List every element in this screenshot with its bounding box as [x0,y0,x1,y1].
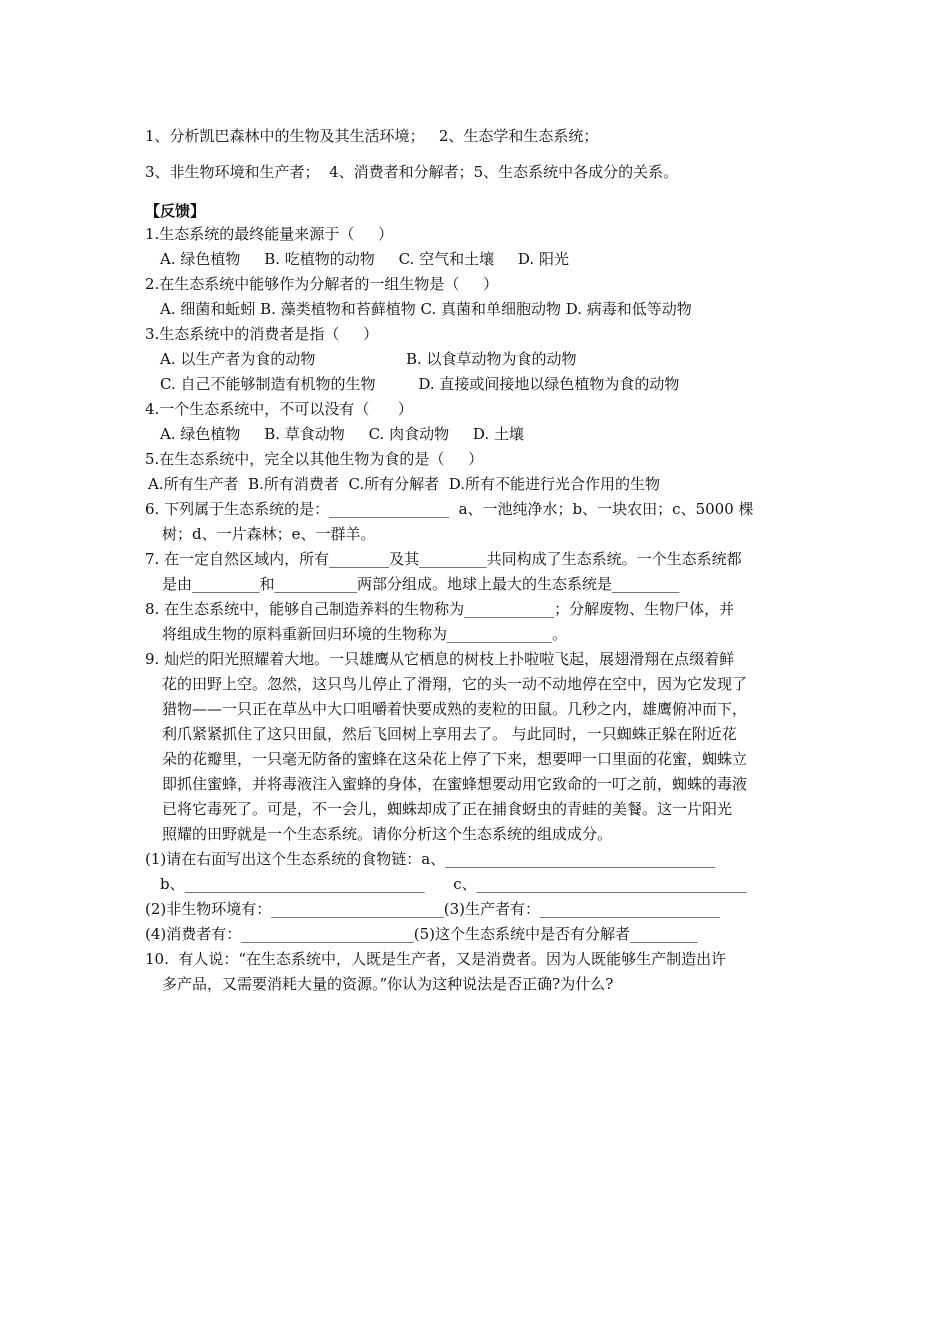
question-4-options: A. 绿色植物 B. 草食动物 C. 肉食动物 D. 土壤 [160,425,524,443]
question-9-passage-line: 9. 灿烂的阳光照耀着大地。一只雄鹰从它栖息的树枝上扑啦啦飞起，展翅滑翔在点缀着鲜 [145,650,735,668]
question-9-passage-line: 已将它毒死了。可是，不一会儿，蜘蛛却成了正在捕食蚜虫的青蛙的美餐。这一片阳光 [162,800,733,818]
question-9-passage-line: 花的田野上空。忽然，这只鸟儿停止了滑翔，它的头一动不动地停在空中，因为它发现了 [162,675,748,693]
question-9-sub-1b: b、________________________________ c、____________________________________ [160,875,747,893]
question-8-line-2: 将组成生物的原料重新回归环境的生物称为______________。 [162,625,568,643]
question-2-options: A. 细菌和蚯蚓 B. 藻类植物和苔藓植物 C. 真菌和单细胞动物 D. 病毒和低等动物 [160,300,692,318]
question-8-line-1: 8. 在生态系统中，能够自己制造养料的生物称为____________；分解废物、生物尸体，并 [145,600,735,618]
question-2-stem: 2.在生态系统中能够作为分解者的一组生物是（ ） [145,275,499,293]
question-3-options-1: A. 以生产者为食的动物 B. 以食草动物为食的动物 [160,350,577,368]
question-9-passage-line: 照耀的田野就是一个生态系统。请你分析这个生态系统的组成成分。 [162,825,613,843]
intro-line-2: 3、非生物环境和生产者； 4、消费者和分解者；5、生态系统中各成分的关系。 [145,163,679,181]
question-3-options-2: C. 自己不能够制造有机物的生物 D. 直接或间接地以绿色植物为食的动物 [160,375,680,393]
question-5-stem: 5.在生态系统中，完全以其他生物为食的是（ ） [145,450,484,468]
question-7-line-2: 是由_________和___________两部分组成。地球上最大的生态系统是_________ [162,575,680,593]
question-5-options: A.所有生产者 B.所有消费者 C.所有分解者 D.所有不能进行光合作用的生物 [148,475,660,493]
question-9-passage-line: 利爪紧紧抓住了这只田鼠，然后飞回树上享用去了。 与此同时，一只蜘蛛正躲在附近花 [162,725,737,743]
section-title-feedback: 【反馈】 [145,202,206,220]
intro-line-1: 1、分析凯巴森林中的生物及其生活环境； 2、生态学和生态系统； [145,127,599,145]
question-1-options: A. 绿色植物 B. 吃植物的动物 C. 空气和土壤 D. 阳光 [160,250,569,268]
question-1-stem: 1.生态系统的最终能量来源于（ ） [145,225,394,243]
question-9-passage-line: 即抓住蜜蜂，并将毒液注入蜜蜂的身体，在蜜蜂想要动用它致命的一叮之前，蜘蛛的毒液 [162,775,748,793]
question-9-sub-1: (1)请在右面写出这个生态系统的食物链：a、____________________________________ [145,850,716,868]
question-6-line-1: 6. 下列属于生态系统的是：________________ a、一池纯净水；b、一块农田；c、5000 棵 [145,500,754,518]
question-10-line-2: 多产品，又需要消耗大量的资源。”你认为这种说法是否正确?为什么? [162,975,614,993]
question-4-stem: 4.一个生态系统中，不可以没有（ ） [145,400,413,418]
question-9-passage-line: 朵的花瓣里，一只毫无防备的蜜蜂在这朵花上停了下来，想要呷一口里面的花蜜，蜘蛛立 [162,750,748,768]
question-10-line-1: 10. 有人说：“在生态系统中，人既是生产者，又是消费者。因为人既能够生产制造出许 [145,950,727,968]
question-7-line-1: 7. 在一定自然区域内，所有________及其_________共同构成了生态系统。一个生态系统都 [145,550,742,568]
question-9-sub-2-3: (2)非生物环境有：_______________________(3)生产者有：________________________ [145,900,720,918]
question-6-line-2: 树；d、一片森林；e、一群羊。 [162,525,376,543]
question-3-stem: 3.生态系统中的消费者是指（ ） [145,325,379,343]
question-9-sub-4-5: (4)消费者有：_______________________(5)这个生态系统中是否有分解者_________ [145,925,698,943]
question-9-passage-line: 猎物——一只正在草丛中大口咀嚼着快要成熟的麦粒的田鼠。几秒之内，雄鹰俯冲而下， [162,700,748,718]
